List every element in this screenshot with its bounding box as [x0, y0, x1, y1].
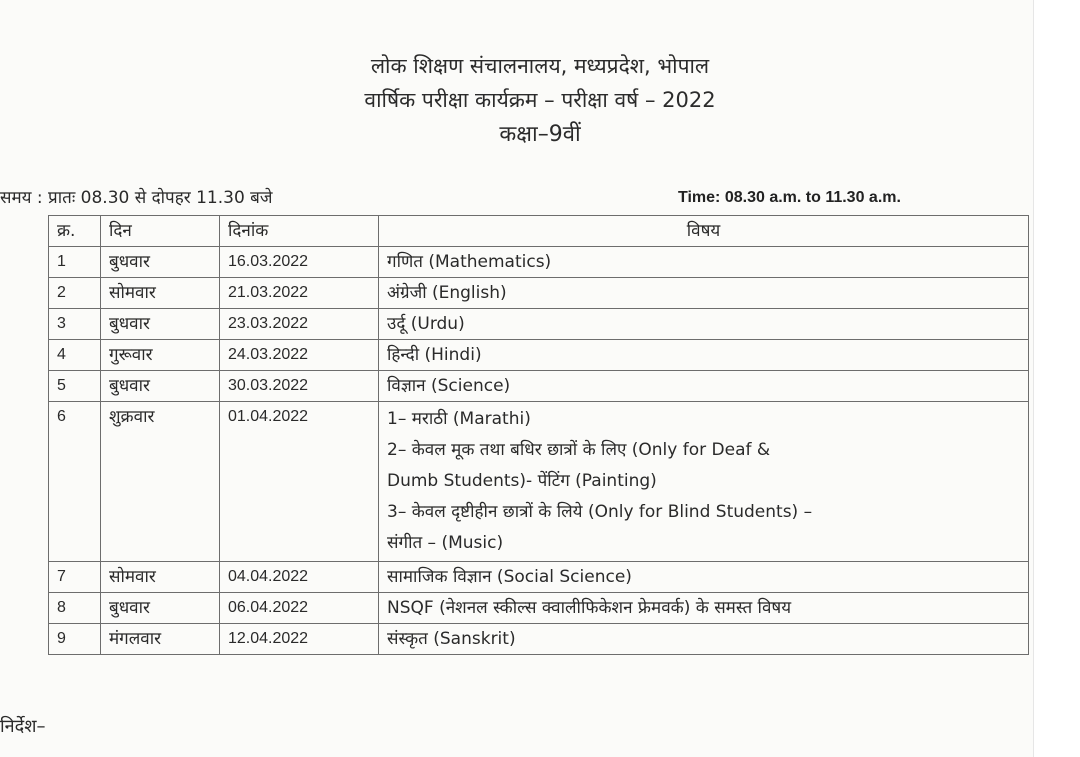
- table-row: [49, 402, 1029, 562]
- row-subject: अंग्रेजी (English): [379, 278, 1029, 309]
- row-date: 04.04.2022: [220, 562, 379, 593]
- row-subject: विज्ञान (Science): [379, 371, 1029, 402]
- table-row: [49, 247, 1029, 278]
- row-sno: 9: [49, 624, 101, 655]
- row-sno: 6: [49, 402, 101, 562]
- header-date: दिनांक: [220, 216, 379, 247]
- row-date: 06.04.2022: [220, 593, 379, 624]
- row-sno: 2: [49, 278, 101, 309]
- row-day: सोमवार: [101, 278, 220, 309]
- table-header-row: [49, 216, 1029, 247]
- row-day: शुक्रवार: [101, 402, 220, 562]
- row-sno: 8: [49, 593, 101, 624]
- table-row: [49, 624, 1029, 655]
- subject-line: 3– केवल दृष्टीहीन छात्रों के लिये (Only for Blind Students) –: [387, 502, 813, 522]
- table-row: [49, 562, 1029, 593]
- row-day: बुधवार: [101, 309, 220, 340]
- row-subject-multiline: [379, 402, 1029, 562]
- table-row: [49, 309, 1029, 340]
- row-day: सोमवार: [101, 562, 220, 593]
- row-day: मंगलवार: [101, 624, 220, 655]
- exam-schedule-title: वार्षिक परीक्षा कार्यक्रम – परीक्षा वर्ष – 2022: [364, 88, 716, 112]
- table-row: [49, 278, 1029, 309]
- header-day: दिन: [101, 216, 220, 247]
- instructions-label: निर्देश–: [0, 716, 46, 737]
- table-row: [49, 593, 1029, 624]
- time-english: Time: 08.30 a.m. to 11.30 a.m.: [678, 189, 901, 206]
- table-row: [49, 371, 1029, 402]
- row-subject: गणित (Mathematics): [379, 247, 1029, 278]
- row-date: 12.04.2022: [220, 624, 379, 655]
- subject-line: 1– मराठी (Marathi): [387, 409, 531, 429]
- row-day: बुधवार: [101, 247, 220, 278]
- department-title: लोक शिक्षण संचालनालय, मध्यप्रदेश, भोपाल: [370, 54, 710, 78]
- row-date: 23.03.2022: [220, 309, 379, 340]
- row-day: गुरूवार: [101, 340, 220, 371]
- row-sno: 4: [49, 340, 101, 371]
- row-date: 01.04.2022: [220, 402, 379, 562]
- row-sno: 5: [49, 371, 101, 402]
- exam-schedule-table: [48, 215, 1029, 655]
- row-date: 24.03.2022: [220, 340, 379, 371]
- header-subject: विषय: [379, 216, 1029, 247]
- row-sno: 3: [49, 309, 101, 340]
- row-date: 21.03.2022: [220, 278, 379, 309]
- class-title: कक्षा–9वीं: [499, 122, 581, 147]
- row-subject: उर्दू (Urdu): [379, 309, 1029, 340]
- row-subject: हिन्दी (Hindi): [379, 340, 1029, 371]
- row-sno: 7: [49, 562, 101, 593]
- row-sno: 1: [49, 247, 101, 278]
- row-subject: NSQF (नेशनल स्कील्स क्वालीफिकेशन फ्रेमवर्क) के समस्त विषय: [379, 593, 1029, 624]
- row-subject: संस्कृत (Sanskrit): [379, 624, 1029, 655]
- row-day: बुधवार: [101, 593, 220, 624]
- subject-line: Dumb Students)- पेंटिंग (Painting): [387, 471, 657, 491]
- time-hindi: समय : प्रातः 08.30 से दोपहर 11.30 बजे: [0, 188, 273, 208]
- header-sno: क्र.: [49, 216, 101, 247]
- row-date: 16.03.2022: [220, 247, 379, 278]
- row-date: 30.03.2022: [220, 371, 379, 402]
- subject-line: 2– केवल मूक तथा बधिर छात्रों के लिए (Only for Deaf &: [387, 440, 771, 460]
- table-row: [49, 340, 1029, 371]
- row-day: बुधवार: [101, 371, 220, 402]
- row-subject: सामाजिक विज्ञान (Social Science): [379, 562, 1029, 593]
- subject-line: संगीत – (Music): [387, 533, 504, 553]
